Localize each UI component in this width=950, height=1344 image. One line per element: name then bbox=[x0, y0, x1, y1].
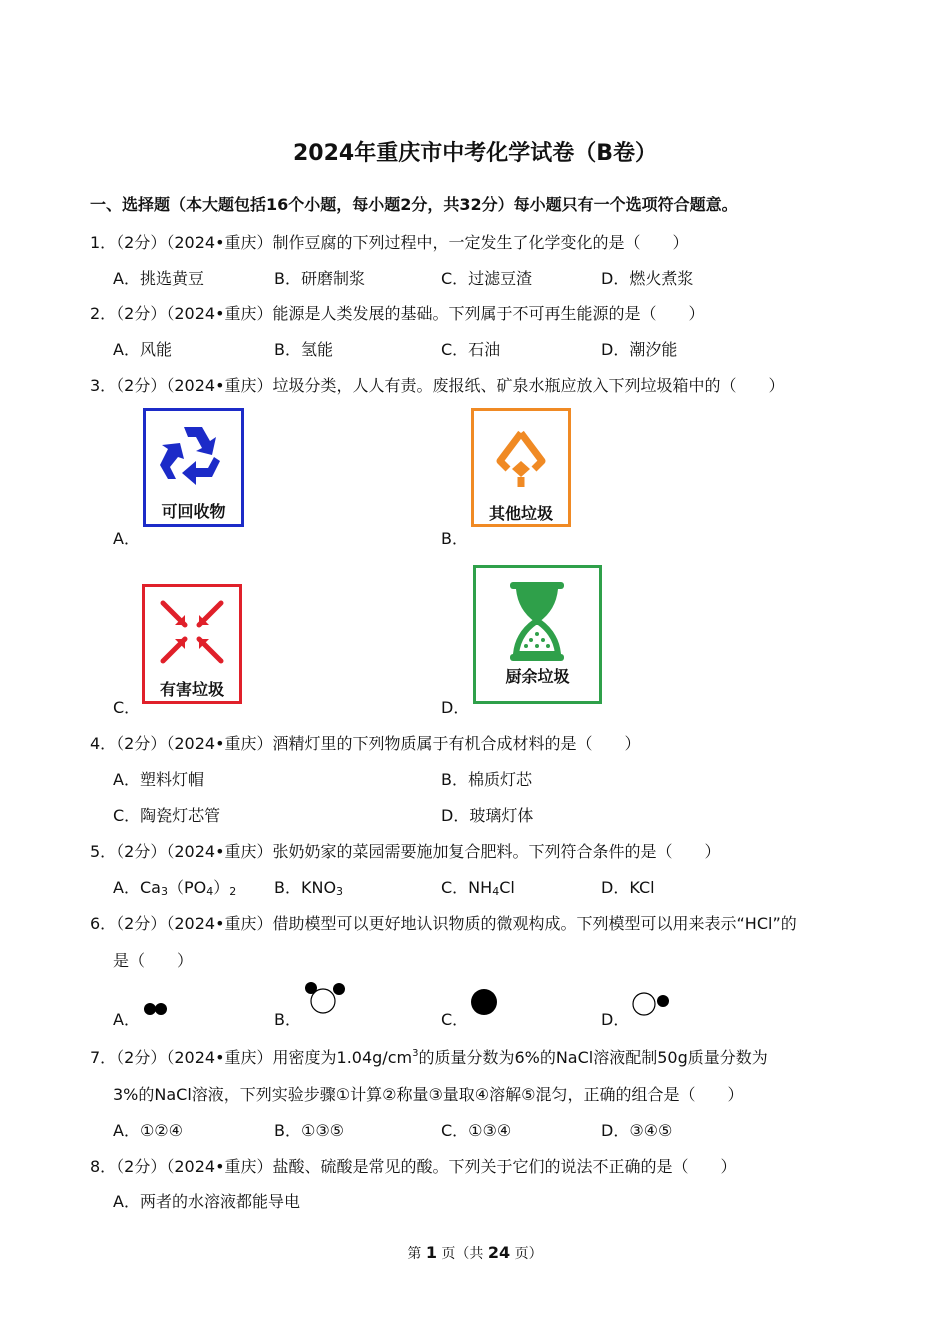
question-7-option-a: A．①②④ bbox=[113, 1121, 183, 1140]
recycle-icon bbox=[146, 417, 241, 497]
molecule-model-a bbox=[141, 999, 171, 1019]
question-7-stem-line2: 3%的NaCl溶液，下列实验步骤①计算②称量③量取④溶解⑤混匀，正确的组合是（ ） bbox=[113, 1085, 744, 1104]
question-4-option-b: B．棉质灯芯 bbox=[441, 770, 532, 789]
question-5-stem: 5．（2分）（2024•重庆）张奶奶家的菜园需要施加复合肥料。下列符合条件的是（ ） bbox=[90, 842, 721, 861]
question-6-option-b: B． bbox=[274, 1010, 301, 1029]
question-3-option-d: D． bbox=[441, 698, 470, 717]
question-2-option-a: A．风能 bbox=[113, 340, 172, 359]
section-heading: 一、选择题（本大题包括16个小题，每小题2分，共32分）每小题只有一个选项符合题意。 bbox=[90, 195, 738, 214]
page-title: 2024年重庆市中考化学试卷（B卷） bbox=[292, 141, 657, 166]
question-4-option-d: D．玻璃灯体 bbox=[441, 806, 534, 825]
question-8-option-a: A．两者的水溶液都能导电 bbox=[113, 1192, 300, 1211]
question-5-option-d: D．KCl bbox=[601, 878, 655, 897]
question-7-option-b: B．①③⑤ bbox=[274, 1121, 345, 1140]
question-5-option-a: A．$Ca_3(PO_4)_2$ bbox=[113, 878, 237, 898]
question-6-stem-line2: 是（ ） bbox=[113, 951, 194, 970]
hazardous-icon bbox=[145, 591, 239, 675]
question-4-stem: 4．（2分）（2024•重庆）酒精灯里的下列物质属于有机合成材料的是（ ） bbox=[90, 734, 641, 753]
question-1-option-a: A．挑选黄豆 bbox=[113, 269, 204, 288]
question-1-stem: 1．（2分）（2024•重庆）制作豆腐的下列过程中，一定发生了化学变化的是（ ） bbox=[90, 233, 689, 252]
question-7-option-d: D．③④⑤ bbox=[601, 1121, 673, 1140]
hourglass-icon bbox=[476, 576, 599, 668]
question-1-option-c: C．过滤豆渣 bbox=[441, 269, 533, 288]
question-8-stem: 8．（2分）（2024•重庆）盐酸、硫酸是常见的酸。下列关于它们的说法不正确的是（ ） bbox=[90, 1157, 737, 1176]
question-1-option-d: D．燃火煮浆 bbox=[601, 269, 694, 288]
kitchen-waste-sign bbox=[473, 565, 602, 704]
question-3-option-b: B． bbox=[441, 529, 468, 548]
page-footer: 第 1 页（共 24 页） bbox=[407, 1243, 543, 1262]
question-3-option-c: C． bbox=[113, 698, 141, 717]
question-6-stem-line1: 6．（2分）（2024•重庆）借助模型可以更好地认识物质的微观构成。下列模型可以用来表示“HCl”的 bbox=[90, 914, 797, 933]
question-7-option-c: C．①③④ bbox=[441, 1121, 512, 1140]
question-1-option-b: B．研磨制浆 bbox=[274, 269, 365, 288]
question-5-option-b: B．$KNO_3$ bbox=[274, 878, 344, 898]
other-waste-icon bbox=[474, 421, 568, 501]
question-4-option-a: A．塑料灯帽 bbox=[113, 770, 204, 789]
molecule-model-d bbox=[630, 990, 672, 1018]
question-6-option-a: A． bbox=[113, 1010, 140, 1029]
molecule-model-b bbox=[302, 980, 348, 1018]
recyclable-sign bbox=[143, 408, 244, 527]
question-2-option-b: B．氢能 bbox=[274, 340, 333, 359]
other-waste-sign bbox=[471, 408, 571, 527]
question-3-stem: 3．（2分）（2024•重庆）垃圾分类，人人有责。废报纸、矿泉水瓶应放入下列垃圾箱中的（ ） bbox=[90, 376, 785, 395]
question-6-option-d: D． bbox=[601, 1010, 630, 1029]
question-2-option-d: D．潮汐能 bbox=[601, 340, 678, 359]
molecule-model-c bbox=[469, 987, 499, 1017]
kitchen-waste-label: 厨余垃圾 bbox=[505, 667, 570, 686]
recyclable-label: 可回收物 bbox=[161, 502, 226, 521]
question-3-option-a: A． bbox=[113, 529, 140, 548]
question-5-option-c: C．$NH_4Cl$ bbox=[441, 878, 515, 898]
question-4-option-c: C．陶瓷灯芯管 bbox=[113, 806, 221, 825]
hazardous-waste-sign bbox=[142, 584, 242, 704]
other-waste-label: 其他垃圾 bbox=[488, 504, 553, 523]
question-6-option-c: C． bbox=[441, 1010, 469, 1029]
question-2-option-c: C．石油 bbox=[441, 340, 501, 359]
hazardous-waste-label: 有害垃圾 bbox=[159, 680, 224, 699]
question-7-stem-line1: 7．（2分）（2024•重庆）用密度为$1.04g/cm^3$的质量分数为6%的NaCl溶液配制50g质量分数为 bbox=[90, 1048, 768, 1067]
question-2-stem: 2．（2分）（2024•重庆）能源是人类发展的基础。下列属于不可再生能源的是（ ） bbox=[90, 304, 705, 323]
